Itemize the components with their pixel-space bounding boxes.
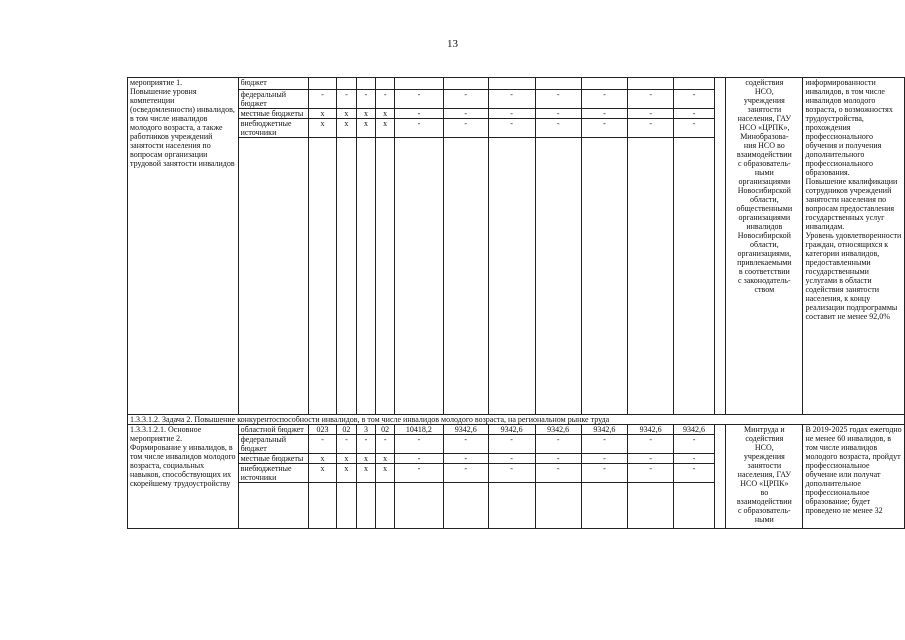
value-cell: х [356,454,376,464]
empty-cell [535,138,581,415]
value-cell: - [628,119,674,138]
value-cell: - [443,435,488,454]
value-cell: - [581,435,627,454]
value-cell: 023 [308,425,336,435]
executor-cell: Минтруда и содействия НСО, учреждения занятости населения, ГАУ НСО «ЦРПК» во взаимодействии с образователь- ными [726,425,803,529]
value-cell: х [308,109,336,119]
empty-cell [674,483,715,529]
value-cell: - [395,109,444,119]
value-cell: - [535,109,581,119]
result-cell: информированности инвалидов, в том числе инвалидов молодого возраста, о возможностях трудоустройства, прохождения профессионального обучения и получения дополнительного профессионального образования. Повышение квалификации сотрудников учреждений занятости населения по вопросам предоставления государственных услуг инвалидам. Уровень удовлетворенности граждан, относящихся к категории инвалидов, предоставленными государственными услугами в области содействия занятости населения, к концу реализации подпрограммы составит не менее 92,0% [803,78,905,415]
value-cell [488,78,535,90]
value-cell: - [488,454,535,464]
value-cell: - [488,109,535,119]
empty-cell [376,483,395,529]
value-cell [395,78,444,90]
value-cell: - [628,109,674,119]
value-cell: 9342,6 [488,425,535,435]
empty-cell [443,483,488,529]
value-cell: - [674,109,715,119]
value-cell: х [337,464,356,483]
value-cell: - [581,109,627,119]
empty-cell [337,483,356,529]
value-cell: - [395,454,444,464]
value-cell: - [674,454,715,464]
empty-cell [356,138,376,415]
value-cell: - [376,90,395,109]
value-cell: - [488,90,535,109]
value-cell: - [628,90,674,109]
value-cell: - [488,435,535,454]
event-cell: мероприятие 1. Повышение уровня компетенции (осведомленности) инвалидов, в том числе инвалидов молодого возраста, а также работников учреждений занятости населения по вопросам организации трудовой занятости инвалидов [128,78,239,415]
value-cell: - [376,435,395,454]
value-cell: - [488,119,535,138]
value-cell: х [356,464,376,483]
empty-cell [443,138,488,415]
task-title: 1.3.3.1.2. Задача 2. Повышение конкурентоспособности инвалидов, в том числе инвалидов молодого возраста, на региональном рынке труда [128,415,905,425]
value-cell: 9342,6 [674,425,715,435]
program-table [127,77,905,529]
value-cell: - [443,109,488,119]
value-cell: - [674,119,715,138]
empty-cell [628,483,674,529]
value-cell: - [395,464,444,483]
value-cell: - [674,464,715,483]
value-cell: х [356,109,376,119]
value-cell: - [395,435,444,454]
value-cell: 02 [337,425,356,435]
empty-cell [628,138,674,415]
value-cell: - [356,90,376,109]
value-cell: 9342,6 [443,425,488,435]
value-cell: 9342,6 [628,425,674,435]
value-cell: - [581,464,627,483]
value-cell: - [337,90,356,109]
value-cell: - [443,454,488,464]
value-cell: - [308,435,336,454]
value-cell: х [376,464,395,483]
value-cell: - [581,90,627,109]
empty-cell [238,138,308,415]
source-cell: местные бюджеты [238,109,308,119]
value-cell: х [308,464,336,483]
table-row [128,78,905,90]
value-cell: - [581,454,627,464]
empty-cell [488,483,535,529]
value-cell [674,78,715,90]
value-cell [308,78,336,90]
source-cell: федеральный бюджет [238,90,308,109]
value-cell [535,78,581,90]
value-cell: - [581,119,627,138]
source-cell: областной бюджет [238,425,308,435]
value-cell: - [395,90,444,109]
empty-cell [488,138,535,415]
empty-cell [356,483,376,529]
value-cell: - [535,464,581,483]
value-cell: х [337,119,356,138]
value-cell: х [376,119,395,138]
gap-cell [714,78,725,415]
value-cell: - [488,464,535,483]
value-cell: - [535,435,581,454]
value-cell: х [308,454,336,464]
table-row [128,425,905,435]
value-cell: х [376,454,395,464]
task-row [128,415,905,425]
value-cell: 9342,6 [581,425,627,435]
value-cell: - [443,119,488,138]
source-cell: внебюджетные источники [238,464,308,483]
empty-cell [337,138,356,415]
value-cell [337,78,356,90]
empty-cell [674,138,715,415]
value-cell: х [337,109,356,119]
value-cell: - [628,454,674,464]
value-cell: х [337,454,356,464]
empty-cell [581,483,627,529]
empty-cell [376,138,395,415]
value-cell: - [628,435,674,454]
result-cell: В 2019-2025 годах ежегодно не менее 60 инвалидов, в том числе инвалидов молодого возраста, пройдут профессиональное обучение или получат дополнительное профессиональное образование; будет проведено не менее 32 [803,425,905,529]
source-cell: внебюджетные источники [238,119,308,138]
empty-cell [581,138,627,415]
empty-cell [308,483,336,529]
value-cell: - [674,435,715,454]
value-cell: х [308,119,336,138]
value-cell: - [395,119,444,138]
empty-cell [395,483,444,529]
event-cell: 1.3.3.1.2.1. Основное мероприятие 2. Формирование у инвалидов, в том числе инвалидов молодого возраста, социальных навыков, способствующих их скорейшему трудоустройству [128,425,239,529]
value-cell: - [443,90,488,109]
value-cell: 9342,6 [535,425,581,435]
value-cell: х [376,109,395,119]
value-cell: - [535,90,581,109]
source-cell: федеральный бюджет [238,435,308,454]
value-cell: 3 [356,425,376,435]
value-cell: х [356,119,376,138]
value-cell [443,78,488,90]
value-cell: - [535,454,581,464]
empty-cell [308,138,336,415]
value-cell: - [535,119,581,138]
value-cell [356,78,376,90]
empty-cell [238,483,308,529]
value-cell [581,78,627,90]
empty-cell [535,483,581,529]
source-cell: бюджет [238,78,308,90]
empty-cell [395,138,444,415]
value-cell: - [628,464,674,483]
value-cell: - [674,90,715,109]
source-cell: местные бюджеты [238,454,308,464]
executor-cell: содействия НСО, учреждения занятости населения, ГАУ НСО «ЦРПК», Минобразова- ния НСО во взаимодействии с образователь- ными организациями Новосибирской области, общественными организациями инвалидов Новосибирской области, организациями, привлекаемыми в соответствии с законодатель- ством [726,78,803,415]
value-cell: 02 [376,425,395,435]
gap-cell [714,425,725,529]
value-cell [376,78,395,90]
value-cell: - [356,435,376,454]
value-cell: - [337,435,356,454]
value-cell: - [443,464,488,483]
page-number: 13 [447,38,458,50]
value-cell: 10418,2 [395,425,444,435]
value-cell [628,78,674,90]
value-cell: - [308,90,336,109]
